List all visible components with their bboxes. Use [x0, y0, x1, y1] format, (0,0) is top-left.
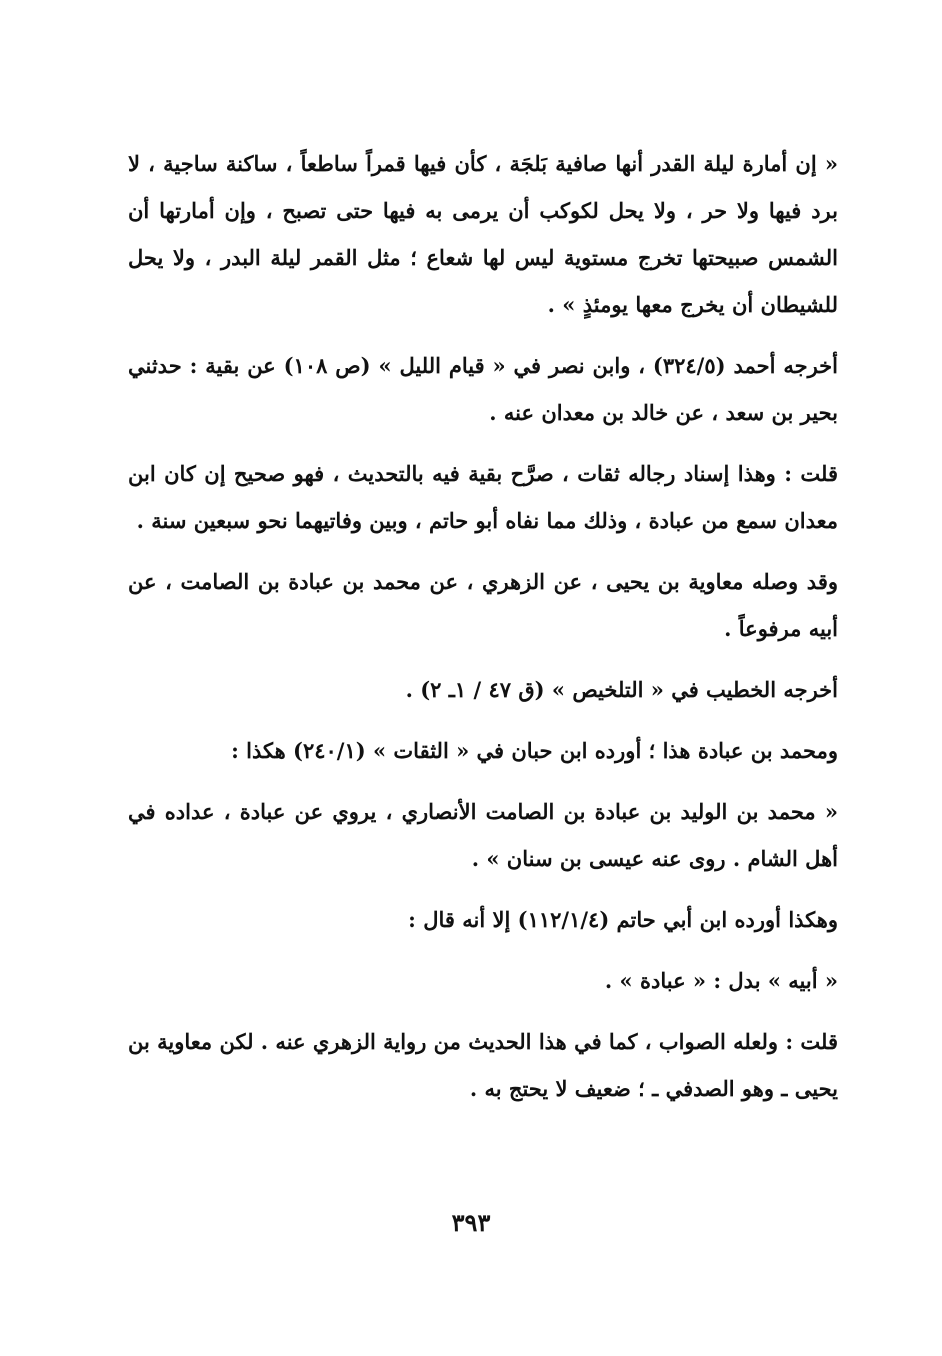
- page-number: ٣٩٣: [451, 1208, 491, 1237]
- paragraph-hadith-quote: « إن أمارة ليلة القدر أنها صافية بَلجَة ، كأن فيها قمراً ساطعاً ، ساكنة ساجية ، لا برد فيها ولا حر ، ولا يحل لكوكب أن يرمى به فيها حتى تصبح ، وإن أمارتها أن الشمس صبيحتها تخرج مستوية ليس لها شعاع ؛ مثل القمر ليلة البدر ، ولا يحل للشيطان أن يخرج معها يومئذٍ » .: [128, 151, 838, 317]
- paragraph-takhrij-ahmad: أخرجه أحمد (٣٢٤/٥) ، وابن نصر في « قيام الليل » (ص ١٠٨) عن بقية : حدثني بحير بن سعد ، عن خالد بن معدان عنه .: [128, 353, 838, 425]
- paragraph-badal-note: « أبيه » بدل : « عبادة » .: [604, 968, 838, 993]
- paragraph-ibn-hibban: ومحمد بن عبادة هذا ؛ أورده ابن حبان في « الثقات » (٢٤٠/١) هكذا :: [231, 738, 838, 763]
- paragraph-conclusion: قلت : ولعله الصواب ، كما في هذا الحديث من رواية الزهري عنه . لكن معاوية بن يحيى ـ وهو الصدفي ـ ؛ ضعيف لا يحتج به .: [128, 1029, 838, 1101]
- paragraph-thiqat-quote: « محمد بن الوليد بن عبادة بن الصامت الأنصاري ، يروي عن عبادة ، عداده في أهل الشام . روى عنه عيسى بن سنان » .: [128, 799, 838, 871]
- body-text: [128, 140, 838, 1126]
- paragraph-khatib-reference: أخرجه الخطيب في « التلخيص » (ق ٤٧ / ١ـ ٢) .: [405, 677, 838, 702]
- paragraph-ibn-abi-hatim: وهكذا أورده ابن أبي حاتم (١١٢/١/٤) إلا أنه قال :: [408, 907, 838, 932]
- paragraph-isnad-comment: قلت : وهذا إسناد رجاله ثقات ، صرَّح بقية فيه بالتحديث ، فهو صحيح إن كان ابن معدان سمع من عبادة ، وذلك مما نفاه أبو حاتم ، وبين وفاتيهما نحو سبعين سنة .: [128, 461, 838, 533]
- paragraph-muawiya-chain: وقد وصله معاوية بن يحيى ، عن الزهري ، عن محمد بن عبادة بن الصامت ، عن أبيه مرفوعاً .: [128, 569, 838, 641]
